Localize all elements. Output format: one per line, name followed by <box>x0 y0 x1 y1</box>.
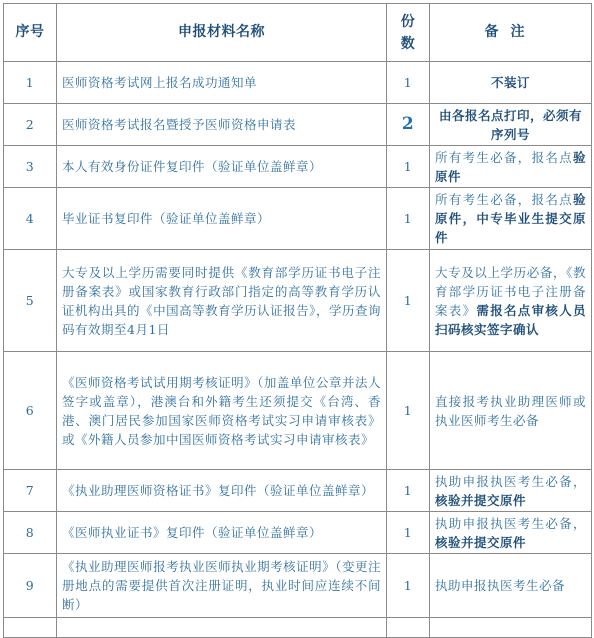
row-note-bold: 验原件 <box>435 149 586 184</box>
row-note-text: 直接报考执业助理医师或执业医师考生必备 <box>435 393 586 428</box>
row-cell <box>387 618 430 638</box>
row-note-text: 不装订 <box>490 75 530 90</box>
row-qty: 1 <box>387 512 430 554</box>
row-note <box>430 104 592 146</box>
table-row <box>4 512 592 554</box>
row-note <box>430 352 592 470</box>
row-note <box>430 512 592 554</box>
row-note-bold: 由各报名点打印，必须有序列号 <box>438 107 582 142</box>
row-note-bold: 需报名点审核人员扫码核实签字确认 <box>435 302 586 337</box>
header-qty: 份数 <box>387 4 430 62</box>
row-qty: 1 <box>387 146 430 188</box>
table-row <box>4 188 592 250</box>
row-note <box>430 62 592 104</box>
header-note: 备注 <box>430 4 592 62</box>
row-no: 5 <box>4 250 57 352</box>
row-qty: 1 <box>387 470 430 512</box>
row-qty: 1 <box>387 188 430 250</box>
row-no: 7 <box>4 470 57 512</box>
row-qty: 2 <box>387 104 430 146</box>
table-header-row <box>4 4 592 62</box>
table-row <box>4 250 592 352</box>
row-no: 9 <box>4 554 57 618</box>
row-note-text: 执助申报执医考生必备 <box>435 578 566 593</box>
table-row-cutoff <box>4 618 592 638</box>
row-note <box>430 250 592 352</box>
row-name: 医师资格考试报名暨授予医师资格申请表 <box>57 104 387 146</box>
row-qty: 1 <box>387 352 430 470</box>
row-note-text: 大专及以上学历必备，《教育部学历证书电子注册备案表》 <box>435 264 586 318</box>
row-name: 《医师资格考试试用期考核证明》（加盖单位公章并法人签字或盖章），港澳台和外籍考生还须提交《台湾、香港、澳门居民参加国家医师资格考试实习申请审核表》或《外籍人员参加中国医师资格考试实习申请审核表》 <box>57 352 387 470</box>
row-cell <box>57 618 387 638</box>
row-note <box>430 188 592 250</box>
row-cell <box>4 618 57 638</box>
row-no: 8 <box>4 512 57 554</box>
row-qty: 1 <box>387 250 430 352</box>
row-no: 1 <box>4 62 57 104</box>
row-note-text: 执助申报执医考生必备， <box>435 515 586 531</box>
row-note-bold: 核验并提交原件 <box>435 534 527 550</box>
row-no: 2 <box>4 104 57 146</box>
table-row <box>4 470 592 512</box>
row-qty: 1 <box>387 62 430 104</box>
row-name: 医师资格考试网上报名成功通知单 <box>57 62 387 104</box>
row-no: 4 <box>4 188 57 250</box>
row-name: 《执业助理医师报考执业医师执业期考核证明》（变更注册地点的需要提供首次注册证明，执业时间应连续不间断） <box>57 554 387 618</box>
row-cell <box>430 618 592 638</box>
row-note <box>430 146 592 188</box>
table-row <box>4 62 592 104</box>
row-note <box>430 470 592 512</box>
row-qty: 1 <box>387 554 430 618</box>
table-row <box>4 554 592 618</box>
row-name: 毕业证书复印件（验证单位盖鲜章） <box>57 188 387 250</box>
row-note-bold: 验原件，中专毕业生提交原件 <box>435 192 586 245</box>
header-no: 序号 <box>4 4 57 62</box>
row-no: 6 <box>4 352 57 470</box>
row-note <box>430 554 592 618</box>
row-note-bold: 核验并提交原件 <box>435 492 527 508</box>
table-row <box>4 104 592 146</box>
row-name: 本人有效身份证件复印件（验证单位盖鲜章） <box>57 146 387 188</box>
table-row <box>4 352 592 470</box>
row-note-text: 所有考生必备，报名点 <box>435 149 573 165</box>
header-name: 申报材料名称 <box>57 4 387 62</box>
row-name: 《医师执业证书》复印件（验证单位盖鲜章） <box>57 512 387 554</box>
row-no: 3 <box>4 146 57 188</box>
table-row <box>4 146 592 188</box>
row-name: 大专及以上学历需要同时提供《教育部学历证书电子注册备案表》或国家教育行政部门指定的高等教育学历认证机构出具的《中国高等教育学历认证报告》，学历查询码有效期至4月1日 <box>57 250 387 352</box>
materials-table <box>3 3 592 638</box>
row-note-text: 执助申报执医考生必备， <box>435 473 586 489</box>
row-note-text: 所有考生必备，报名点 <box>435 192 573 207</box>
row-name: 《执业助理医师资格证书》复印件（验证单位盖鲜章） <box>57 470 387 512</box>
